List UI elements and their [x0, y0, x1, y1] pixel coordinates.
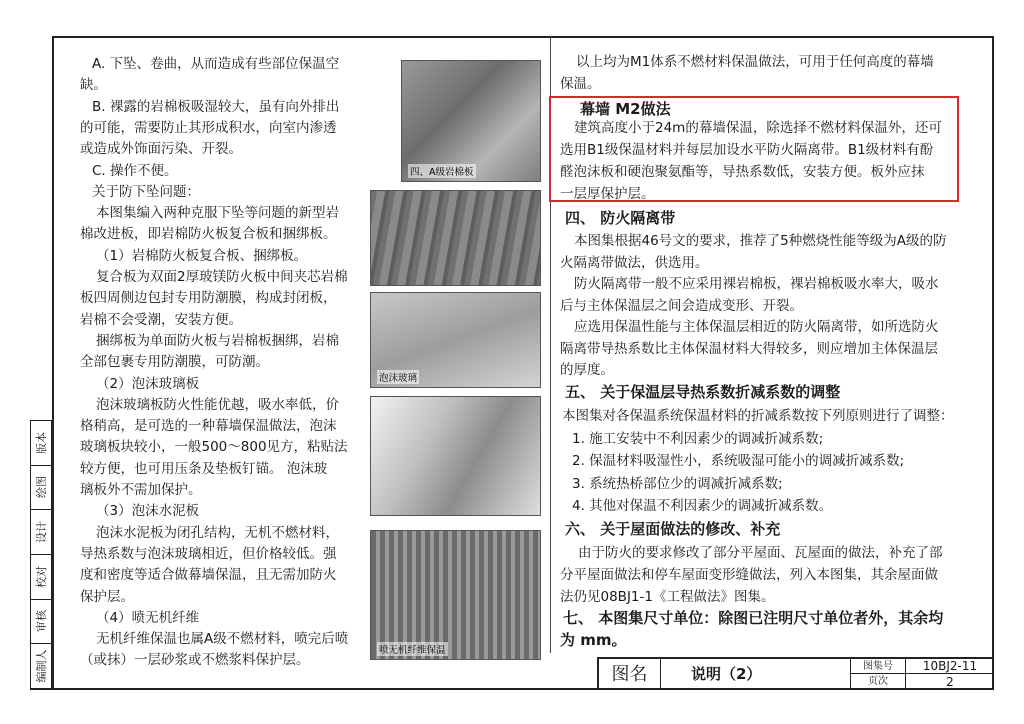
- photo-spray-fiber: [370, 530, 541, 660]
- left-text-line: 或造成外饰面污染、开裂。: [80, 141, 242, 158]
- signature-strip: [30, 420, 52, 690]
- s5-line: 2. 保温材料吸湿性小，系统吸湿可能小的调减折减系数;: [572, 453, 905, 469]
- atlas-label: 图集号: [851, 659, 906, 674]
- intro-line: 以上均为M1体系不燃材料保温做法，可用于任何高度的幕墙: [576, 54, 934, 70]
- left-text-line: 导热系数与泡沫玻璃相近，但价格较低。强: [80, 545, 337, 562]
- signature-label: 绘图: [35, 476, 48, 499]
- photo-caption: 四、A级岩棉板: [408, 164, 476, 178]
- left-text-line: 泡沫玻璃板防火性能优越，吸水率低，价: [96, 396, 339, 413]
- signature-cell: [31, 421, 51, 466]
- s7-line: 为 mm。: [560, 631, 627, 649]
- left-text-line: C. 操作不便。: [92, 162, 178, 179]
- title-label: 图名: [599, 659, 661, 690]
- page-label: 页次: [851, 674, 906, 690]
- m2-line: 建筑高度小于24m的幕墙保温，除选择不燃材料保温外，还可: [574, 120, 942, 136]
- s5-line: 1. 施工安装中不利因素少的调减折减系数;: [572, 430, 824, 447]
- left-text-line: 棉改进板，即岩棉防火板复合板和捆绑板。: [80, 226, 337, 243]
- left-text-line: （1）岩棉防火板复合板、捆绑板。: [96, 247, 308, 264]
- s7-title: 七、 本图集尺寸单位：除图已注明尺寸单位者外，其余均: [563, 609, 944, 627]
- left-text-line: （3）泡沫水泥板: [96, 503, 200, 520]
- s4-line: 应选用保温性能与主体保温层相近的防火隔离带，如所选防火: [574, 319, 939, 335]
- left-text-line: 较方便，也可用压条及垫板钉锚。 泡沫玻: [80, 460, 328, 477]
- signature-label: 版本: [35, 431, 48, 454]
- photo-foam-cement: [370, 396, 541, 516]
- left-text-line: （或抹）一层砂浆或不燃浆料保护层。: [80, 652, 310, 669]
- signature-cell: [31, 644, 51, 689]
- left-text-line: 璃板外不需加保护。: [80, 482, 202, 498]
- s4-line: 的厚度。: [560, 362, 614, 378]
- drawing-title: 说明（2）: [661, 659, 851, 690]
- signature-cell: [31, 466, 51, 511]
- m2-title: 幕墙 M2做法: [580, 100, 671, 118]
- s6-line: 法仍见08BJ1-1《工程做法》图集。: [560, 589, 775, 605]
- atlas-number: 10BJ2-11: [906, 659, 994, 674]
- left-text-line: 全部包裹专用防潮膜，可防潮。: [80, 354, 269, 371]
- s5-line: 3. 系统热桥部位少的调减折减系数;: [572, 475, 783, 492]
- left-text-line: 格稍高，是可选的一种幕墙保温做法，泡沫: [80, 418, 337, 435]
- photo-foam-glass: [370, 292, 541, 388]
- s4-line: 后与主体保温层之间会造成变形、开裂。: [560, 297, 803, 314]
- intro-line: 保温。: [560, 76, 601, 92]
- page-number: 2: [946, 675, 954, 689]
- left-text-line: 本图集编入两种克服下坠等问题的新型岩: [96, 205, 339, 222]
- left-text-line: 泡沫水泥板为闭孔结构，无机不燃材料，: [96, 524, 339, 541]
- title-block: [597, 657, 994, 690]
- photo-caption: 泡沫玻璃: [377, 370, 419, 384]
- s4-title: 四、 防火隔离带: [565, 209, 676, 227]
- photo-rock-wool: [401, 60, 541, 182]
- photo-composite-board: [370, 190, 541, 286]
- left-text-line: 板四周侧边包封专用防潮膜，构成封闭板，: [80, 290, 337, 307]
- s6-title: 六、 关于屋面做法的修改、补充: [565, 520, 781, 538]
- left-text-line: 关于防下坠问题：: [92, 183, 200, 200]
- signature-cell: [31, 600, 51, 645]
- signature-label: 审核: [35, 610, 48, 633]
- s4-line: 隔离带导热系数比主体保温材料大得较多，则应增加主体保温层: [560, 340, 938, 357]
- photo-caption: 喷无机纤维保温: [377, 642, 448, 656]
- left-text-line: 度和密度等适合做幕墙保温，且无需加防火: [80, 567, 337, 584]
- left-text-line: 复合板为双面2厚玻镁防火板中间夹芯岩棉: [96, 269, 348, 285]
- m2-line: 醛泡沫板和硬泡聚氨酯等，导热系数低，安装方便。板外应抹: [560, 164, 925, 180]
- signature-label: 编制人: [35, 649, 48, 683]
- left-text-line: 的可能，需要防止其形成积水，向室内渗透: [80, 119, 337, 136]
- left-text-line: 捆绑板为单面防火板与岩棉板捆绑，岩棉: [96, 332, 339, 349]
- left-text-line: 岩棉不会受潮，安装方便。: [80, 311, 242, 328]
- left-text-line: B. 裸露的岩棉板吸湿较大，虽有向外排出: [92, 98, 340, 115]
- m2-line: 选用B1级保温材料并每层加设水平防火隔离带。B1级材料有酚: [560, 142, 934, 158]
- signature-cell: [31, 555, 51, 600]
- left-text-line: 无机纤维保温也属A级不燃材料，喷完后喷: [96, 631, 349, 648]
- signature-label: 校对: [35, 565, 48, 588]
- left-text-line: A. 下坠、卷曲，从而造成有些部位保温空: [92, 56, 340, 72]
- s5-line: 4. 其他对保温不利因素少的调减折减系数。: [572, 498, 833, 514]
- left-text-line: （4）喷无机纤维: [96, 609, 200, 626]
- s5-title: 五、 关于保温层导热系数折减系数的调整: [565, 383, 841, 401]
- left-text-line: 缺。: [80, 77, 107, 94]
- s4-line: 本图集根据46号文的要求，推荐了5种燃烧性能等级为A级的防: [574, 233, 947, 249]
- left-text-line: （2）泡沫玻璃板: [96, 375, 200, 392]
- s4-line: 防火隔离带一般不应采用裸岩棉板，裸岩棉板吸水率大，吸水: [574, 276, 939, 292]
- s6-line: 由于防火的要求修改了部分平屋面、瓦屋面的做法，补充了部: [578, 545, 943, 561]
- s6-line: 分平屋面做法和停车屋面变形缝做法，列入本图集，其余屋面做: [560, 567, 938, 583]
- signature-cell: [31, 510, 51, 555]
- m2-line: 一层厚保护层。: [560, 186, 655, 202]
- s5-line: 本图集对各保温系统保温材料的折减系数按下列原则进行了调整：: [562, 408, 954, 424]
- signature-label: 设计: [35, 521, 48, 544]
- left-text-line: 保护层。: [80, 588, 134, 605]
- s4-line: 火隔离带做法，供选用。: [560, 254, 709, 271]
- left-text-line: 玻璃板块较小，一般500～800见方，粘贴法: [80, 439, 348, 456]
